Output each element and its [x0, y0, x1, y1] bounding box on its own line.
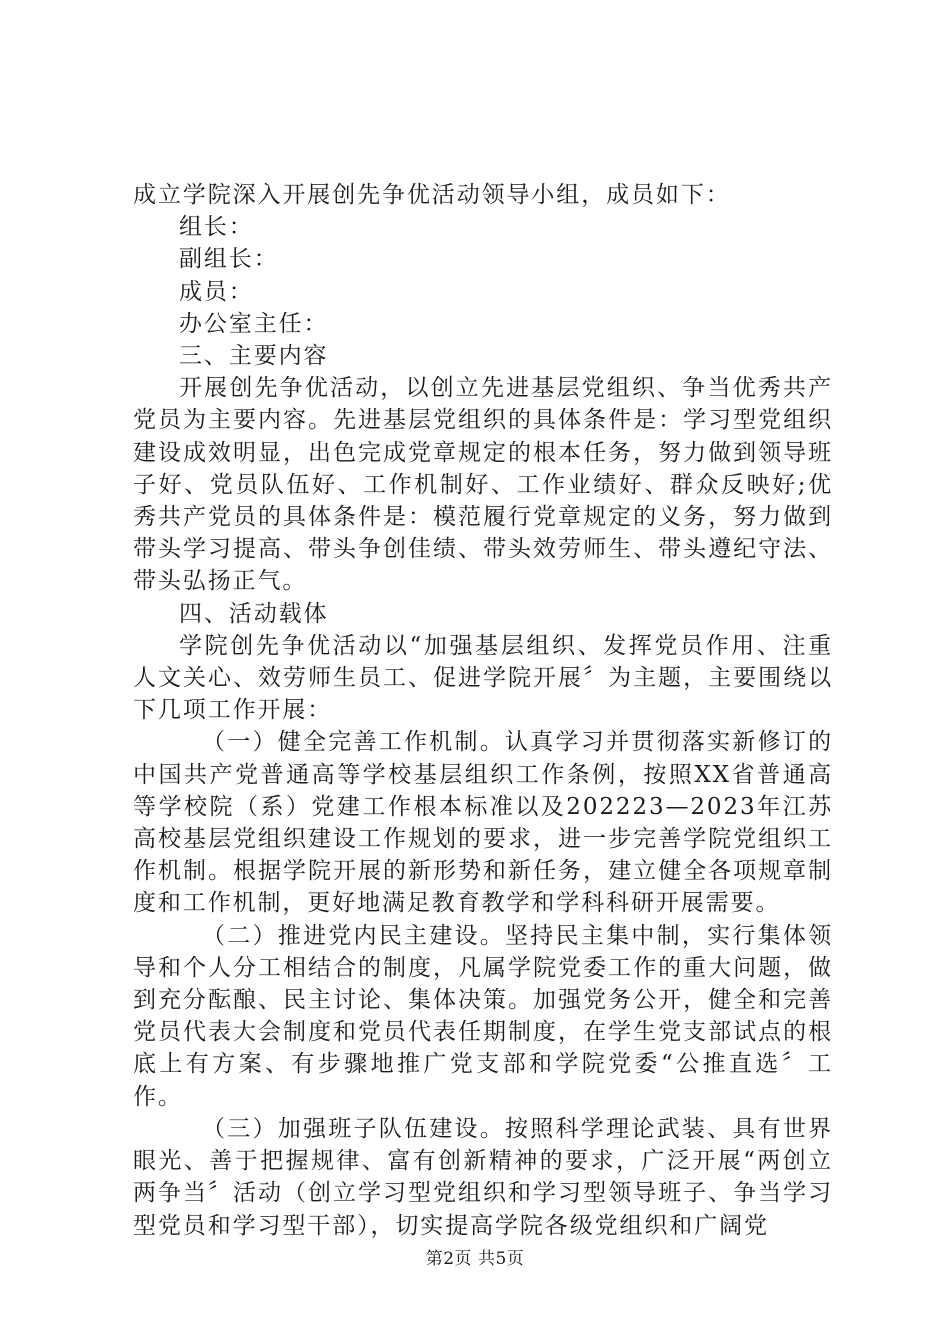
section-heading-main-content: 三、主要内容	[179, 343, 329, 370]
section-heading-activity-carrier: 四、活动载体	[179, 600, 329, 627]
paragraph-activity-theme: 学院创先争优活动以“加强基层组织、发挥党员作用、注重人文关心、效劳师生员工、促进学院开展〞为主题，主要围绕以下几项工作开展：	[133, 632, 833, 724]
paragraph-deputy-leader: 副组长：	[179, 246, 279, 273]
paragraph-item-1: （一）健全完善工作机制。认真学习并贯彻落实新修订的中国共产党普通高等学校基层组织工作条例，按照XX省普通高等学校院（系）党建工作根本标准以及202223—2023年江苏高校基层党组织建设工作规划的要求，进一步完善学院党组织工作机制。根据学院开展的新形势和新任务，建立健全各项规章制度和工作机制，更好地满足教育教学和学科科研开展需要。	[133, 729, 833, 917]
paragraph-item-2: （二）推进党内民主建设。坚持民主集中制，实行集体领导和个人分工相结合的制度，凡属学院党委工作的重大问题，做到充分酝酿、民主讨论、集体决策。加强党务公开，健全和完善党员代表大会制度和党员代表任期制度，在学生党支部试点的根底上有方案、有步骤地推广党支部和学院党委“公推直选〞工作。	[133, 922, 833, 1110]
paragraph-members: 成员：	[179, 278, 254, 305]
paragraph-item-3: （三）加强班子队伍建设。按照科学理论武装、具有世界眼光、善于把握规律、富有创新精神的要求，广泛开展“两创立两争当〞活动（创立学习型党组织和学习型领导班子、争当学习型党员和学习型干部），切实提高学院各级党组织和广阔党	[133, 1115, 833, 1239]
document-body	[133, 179, 833, 1242]
paragraph-office-director: 办公室主任：	[179, 310, 329, 337]
paragraph-group-leader: 组长：	[179, 214, 254, 241]
page-number-footer: 第2页 共5页	[425, 1249, 525, 1269]
paragraph-main-content: 开展创先争优活动，以创立先进基层党组织、争当优秀共产党员为主要内容。先进基层党组织的具体条件是：学习型党组织建设成效明显，出色完成党章规定的根本任务，努力做到领导班子好、党员队伍好、工作机制好、工作业绩好、群众反映好;优秀共产党员的具体条件是：模范履行党章规定的义务，努力做到带头学习提高、带头争创佳绩、带头效劳师生、带头遵纪守法、带头弘扬正气。	[133, 375, 833, 595]
paragraph-leading-group: 成立学院深入开展创先争优活动领导小组，成员如下：	[133, 182, 731, 208]
